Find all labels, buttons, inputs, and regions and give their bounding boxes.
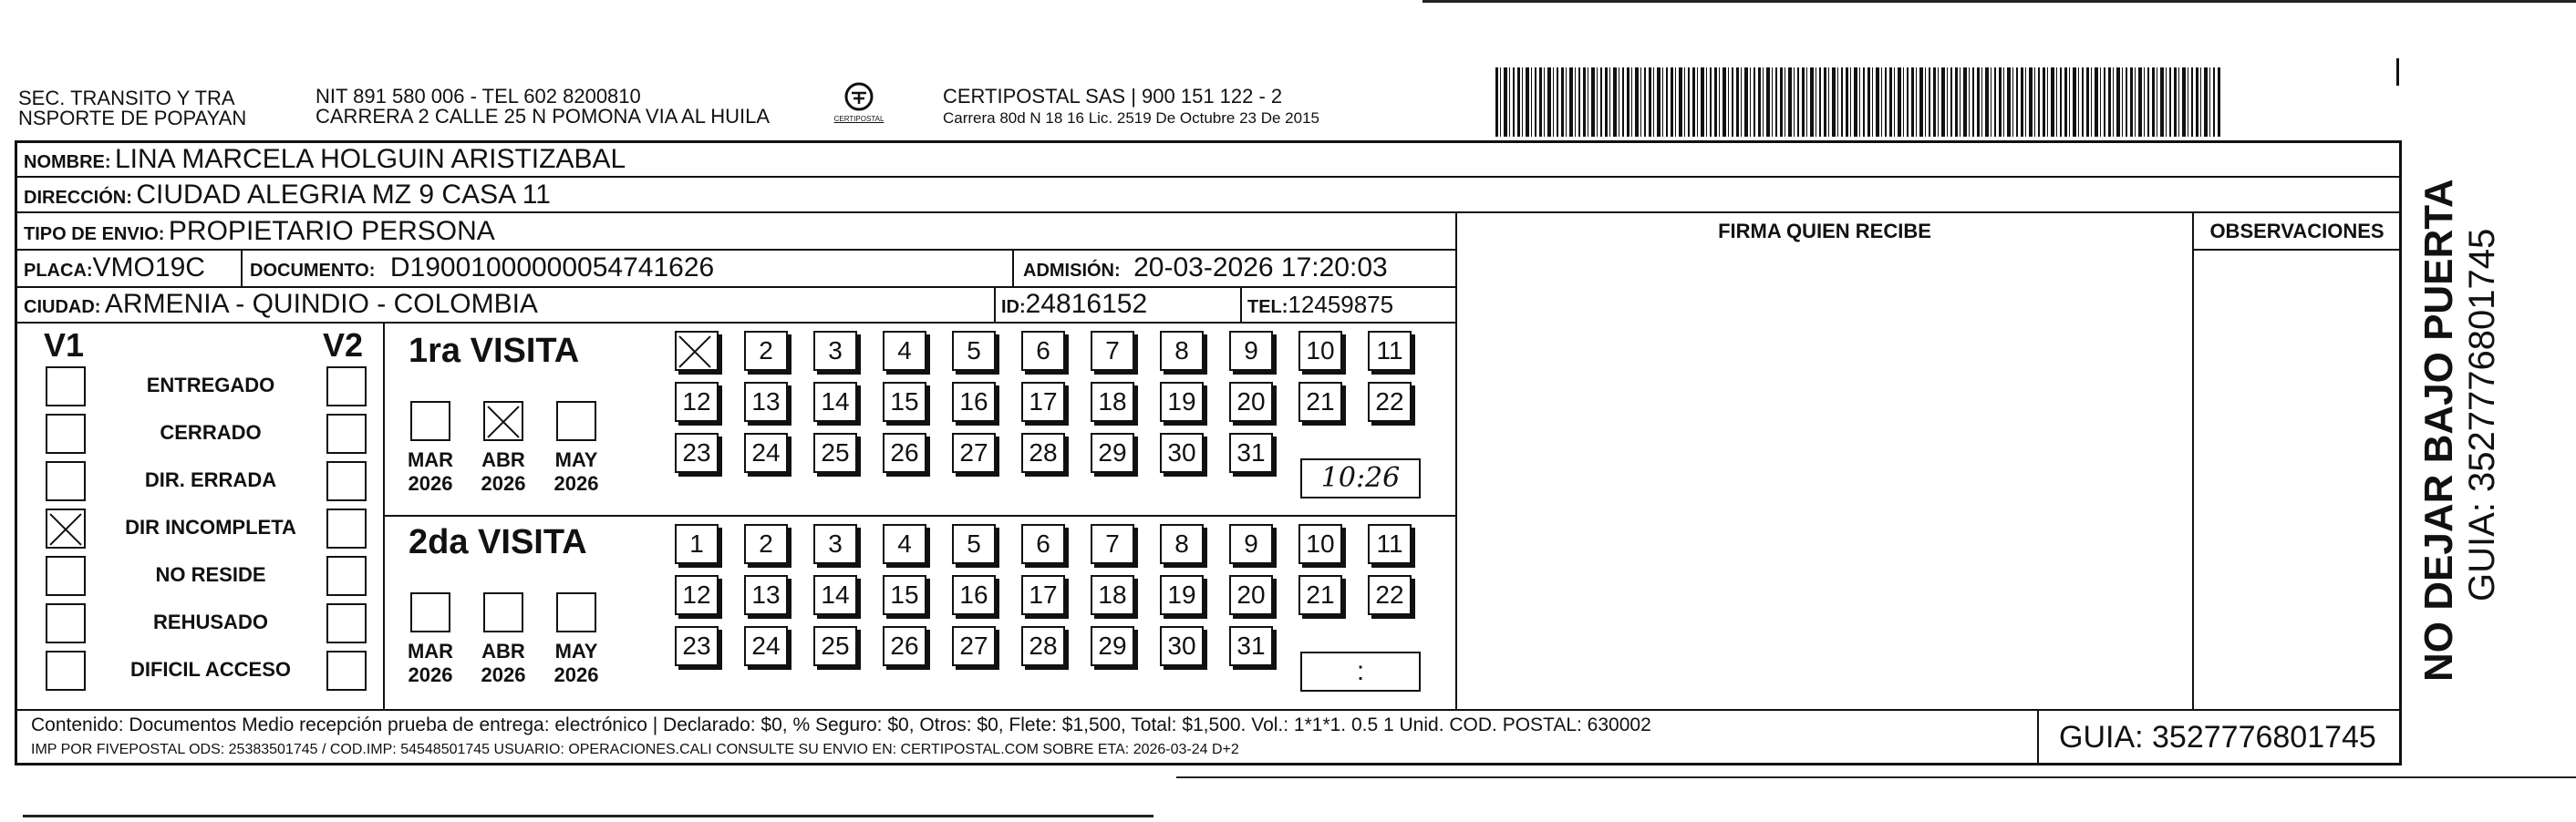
day-box[interactable]: 14 (813, 575, 857, 615)
id-field (1001, 289, 1147, 324)
tipo-value: PROPIETARIO PERSONA (168, 216, 495, 246)
day-box[interactable]: 8 (1160, 331, 1204, 371)
month-year: 2026 (553, 663, 599, 686)
month-label (403, 640, 458, 687)
side-guia: GUIA: 3527776801745 (2462, 228, 2502, 601)
day-box[interactable]: 5 (952, 331, 996, 371)
firma-header: FIRMA QUIEN RECIBE (1718, 220, 1931, 242)
v1-checkbox[interactable] (46, 461, 86, 501)
day-box[interactable]: 27 (952, 433, 996, 473)
status-label: CERRADO (160, 421, 262, 444)
v1-checkbox[interactable] (46, 509, 86, 549)
v2-checkbox[interactable] (326, 366, 367, 406)
day-box[interactable]: 12 (675, 382, 719, 422)
direccion-label: DIRECCIÓN: (24, 188, 132, 208)
day-box[interactable]: 25 (813, 626, 857, 666)
month-checkbox[interactable] (483, 401, 523, 441)
top-edge-line (1422, 0, 2576, 3)
month-name: MAR (407, 448, 454, 471)
footer-top-line (16, 709, 2400, 711)
day-box[interactable]: 31 (1229, 626, 1273, 666)
tipo-row (24, 216, 495, 252)
bottom-right-edge-line (1176, 776, 2576, 778)
tel-value: 12459875 (1288, 291, 1394, 318)
month-checkbox[interactable] (410, 401, 450, 441)
day-box[interactable]: 16 (952, 575, 996, 615)
admision-label: ADMISIÓN: (1023, 261, 1121, 281)
v2-label: V2 (323, 326, 364, 364)
status-label: REHUSADO (153, 611, 268, 633)
day-box[interactable]: 28 (1021, 626, 1065, 666)
day-box[interactable]: 21 (1298, 382, 1342, 422)
ciudad-value: ARMENIA - QUINDIO - COLOMBIA (104, 289, 538, 319)
direccion-row (24, 180, 551, 215)
month-label (476, 640, 531, 687)
tel-field (1247, 289, 1393, 324)
month-year: 2026 (553, 472, 599, 495)
footer-imp: IMP POR FIVEPOSTAL ODS: 25383501745 / COD.IMP: 54548501745 USUARIO: OPERACIONES.CALI CONSULTE SU ENVIO EN: CERTIPOSTAL.COM SOBRE ETA: 2026-03-24 D+2 (31, 742, 1239, 757)
agency-line-1: SEC. TRANSITO Y TRA (18, 87, 235, 109)
month-label (549, 448, 604, 496)
month-name: ABR (481, 448, 525, 471)
day-box[interactable]: 16 (952, 382, 996, 422)
day-box[interactable]: 31 (1229, 433, 1273, 473)
guia-divider (2037, 709, 2039, 765)
admision-divider (1012, 249, 1014, 286)
day-box[interactable]: 9 (1229, 331, 1273, 371)
day-box[interactable]: 24 (744, 626, 788, 666)
month-name: MAY (554, 448, 598, 471)
visit1-time-value: 10:26 (1320, 462, 1401, 494)
nombre-label: NOMBRE: (24, 152, 111, 172)
day-box[interactable]: 17 (1021, 382, 1065, 422)
v1-label: V1 (44, 326, 85, 364)
placa-divider (241, 249, 243, 286)
day-box[interactable]: 8 (1160, 524, 1204, 564)
admision-field (1023, 252, 1388, 288)
status-label: DIR INCOMPLETA (125, 516, 296, 539)
month-checkbox[interactable] (483, 592, 523, 632)
day-box[interactable]: 19 (1160, 382, 1204, 422)
observaciones-header: OBSERVACIONES (2209, 220, 2385, 242)
month-year: 2026 (408, 663, 453, 686)
day-box[interactable]: 11 (1368, 524, 1412, 564)
day-box[interactable]: 12 (675, 575, 719, 615)
placa-label: PLACA: (24, 261, 93, 281)
day-box[interactable]: 20 (1229, 382, 1273, 422)
tipo-label: TIPO DE ENVIO: (24, 224, 165, 244)
v1-checkbox[interactable] (46, 366, 86, 406)
admision-value: 20-03-2026 17:20:03 (1133, 252, 1388, 283)
day-box[interactable]: 10 (1298, 331, 1342, 371)
v2-checkbox[interactable] (326, 603, 367, 643)
v1-checkbox[interactable] (46, 556, 86, 596)
month-label (476, 448, 531, 496)
id-divider (994, 286, 996, 322)
day-box[interactable]: 20 (1229, 575, 1273, 615)
month-year: 2026 (408, 472, 453, 495)
documento-field (250, 252, 714, 288)
day-box[interactable]: 2 (744, 331, 788, 371)
edge-mark (2396, 58, 2399, 86)
day-box[interactable]: 29 (1091, 433, 1134, 473)
day-box[interactable]: 2 (744, 524, 788, 564)
placa-field (24, 252, 205, 288)
company-line-2: Carrera 80d N 18 16 Lic. 2519 De Octubre 23 De 2015 (943, 109, 1319, 127)
day-box[interactable]: 27 (952, 626, 996, 666)
certipostal-logo (832, 80, 886, 128)
day-box[interactable]: 5 (952, 524, 996, 564)
status-label: ENTREGADO (146, 374, 275, 396)
status-label: NO RESIDE (155, 563, 266, 586)
day-box[interactable]: 28 (1021, 433, 1065, 473)
no-dejar-bajo-puerta: NO DEJAR BAJO PUERTA (2416, 179, 2461, 682)
day-box[interactable]: 19 (1160, 575, 1204, 615)
day-box[interactable]: 7 (1091, 331, 1134, 371)
day-box[interactable]: 23 (675, 433, 719, 473)
day-box[interactable]: 15 (883, 575, 926, 615)
bottom-edge-line (23, 815, 1154, 817)
day-box[interactable]: 26 (883, 626, 926, 666)
day-box[interactable]: 11 (1368, 331, 1412, 371)
firma-divider (1455, 211, 1457, 711)
month-name: ABR (481, 640, 525, 663)
month-label (403, 448, 458, 496)
status-label: DIR. ERRADA (144, 468, 277, 491)
day-box[interactable]: 9 (1229, 524, 1273, 564)
day-box[interactable]: 22 (1368, 382, 1412, 422)
day-box[interactable]: 6 (1021, 524, 1065, 564)
day-box[interactable]: 10 (1298, 524, 1342, 564)
day-box[interactable]: 26 (883, 433, 926, 473)
day-box[interactable]: 14 (813, 382, 857, 422)
month-label (549, 640, 604, 687)
agency-line-2: NSPORTE DE POPAYAN (18, 107, 247, 129)
footer-content: Contenido: Documentos Medio recepción prueba de entrega: electrónico | Declarado: $0, % Seguro: $0, Otros: $0, Flete: $1,500, Total: $1,500. Vol.: 1*1*1. 0.5 1 Unid. COD. POSTAL: 630002 (31, 714, 1651, 735)
nombre-row (24, 144, 626, 180)
ciudad-label: CIUDAD: (24, 297, 101, 317)
visit2-time-value: : (1356, 656, 1365, 686)
row-line (385, 515, 1457, 517)
month-checkbox[interactable] (410, 592, 450, 632)
day-box[interactable]: 23 (675, 626, 719, 666)
day-box[interactable]: 4 (883, 524, 926, 564)
visit2-time[interactable] (1300, 652, 1421, 692)
tel-label: TEL: (1247, 297, 1288, 317)
visit1-time[interactable] (1300, 458, 1421, 498)
visit1-title: 1ra VISITA (409, 332, 580, 370)
day-box[interactable]: 22 (1368, 575, 1412, 615)
v1-checkbox[interactable] (46, 414, 86, 454)
v1-checkbox[interactable] (46, 603, 86, 643)
day-box[interactable]: 6 (1021, 331, 1065, 371)
logo-text: CERTIPOSTAL (833, 115, 885, 123)
v2-checkbox[interactable] (326, 461, 367, 501)
visit-divider (383, 322, 385, 711)
direccion-value: CIUDAD ALEGRIA MZ 9 CASA 11 (136, 180, 551, 210)
status-label: DIFICIL ACCESO (129, 658, 291, 681)
id-label: ID: (1001, 297, 1026, 317)
day-box[interactable]: 13 (744, 382, 788, 422)
day-box[interactable]: 18 (1091, 382, 1134, 422)
day-box[interactable]: 15 (883, 382, 926, 422)
day-box[interactable]: 18 (1091, 575, 1134, 615)
v2-checkbox[interactable] (326, 414, 367, 454)
day-box[interactable]: 25 (813, 433, 857, 473)
month-checkbox[interactable] (556, 401, 596, 441)
footer-guia: GUIA: 3527776801745 (2059, 720, 2376, 755)
row-line (2192, 249, 2400, 251)
day-box[interactable] (675, 331, 719, 371)
nombre-value: LINA MARCELA HOLGUIN ARISTIZABAL (115, 144, 626, 174)
month-checkbox[interactable] (556, 592, 596, 632)
day-box[interactable]: 3 (813, 524, 857, 564)
nit-line-2: CARRERA 2 CALLE 25 N POMONA VIA AL HUILA (316, 105, 771, 128)
ciudad-field (24, 289, 538, 324)
v2-checkbox[interactable] (326, 509, 367, 549)
v2-checkbox[interactable] (326, 556, 367, 596)
month-name: MAR (407, 640, 454, 663)
day-box[interactable]: 29 (1091, 626, 1134, 666)
day-box[interactable]: 3 (813, 331, 857, 371)
v2-checkbox[interactable] (326, 651, 367, 691)
barcode (1495, 67, 2221, 137)
day-box[interactable]: 1 (675, 524, 719, 564)
day-box[interactable]: 21 (1298, 575, 1342, 615)
day-box[interactable]: 13 (744, 575, 788, 615)
visit2-title: 2da VISITA (409, 523, 587, 561)
documento-value: D19001000000054741626 (389, 252, 715, 283)
month-year: 2026 (481, 472, 526, 495)
day-box[interactable]: 30 (1160, 626, 1204, 666)
month-name: MAY (554, 640, 598, 663)
id-value: 24816152 (1025, 289, 1148, 319)
documento-label: DOCUMENTO: (250, 261, 376, 281)
tel-divider (1240, 286, 1242, 322)
day-box[interactable]: 30 (1160, 433, 1204, 473)
day-box[interactable]: 17 (1021, 575, 1065, 615)
company-line-1: CERTIPOSTAL SAS | 900 151 122 - 2 (943, 85, 1283, 108)
day-box[interactable]: 24 (744, 433, 788, 473)
placa-value: VMO19C (92, 252, 205, 283)
day-box[interactable]: 4 (883, 331, 926, 371)
obs-divider (2192, 211, 2194, 711)
v1-checkbox[interactable] (46, 651, 86, 691)
day-box[interactable]: 7 (1091, 524, 1134, 564)
nit-line-1: NIT 891 580 006 - TEL 602 8200810 (316, 85, 641, 108)
month-year: 2026 (481, 663, 526, 686)
